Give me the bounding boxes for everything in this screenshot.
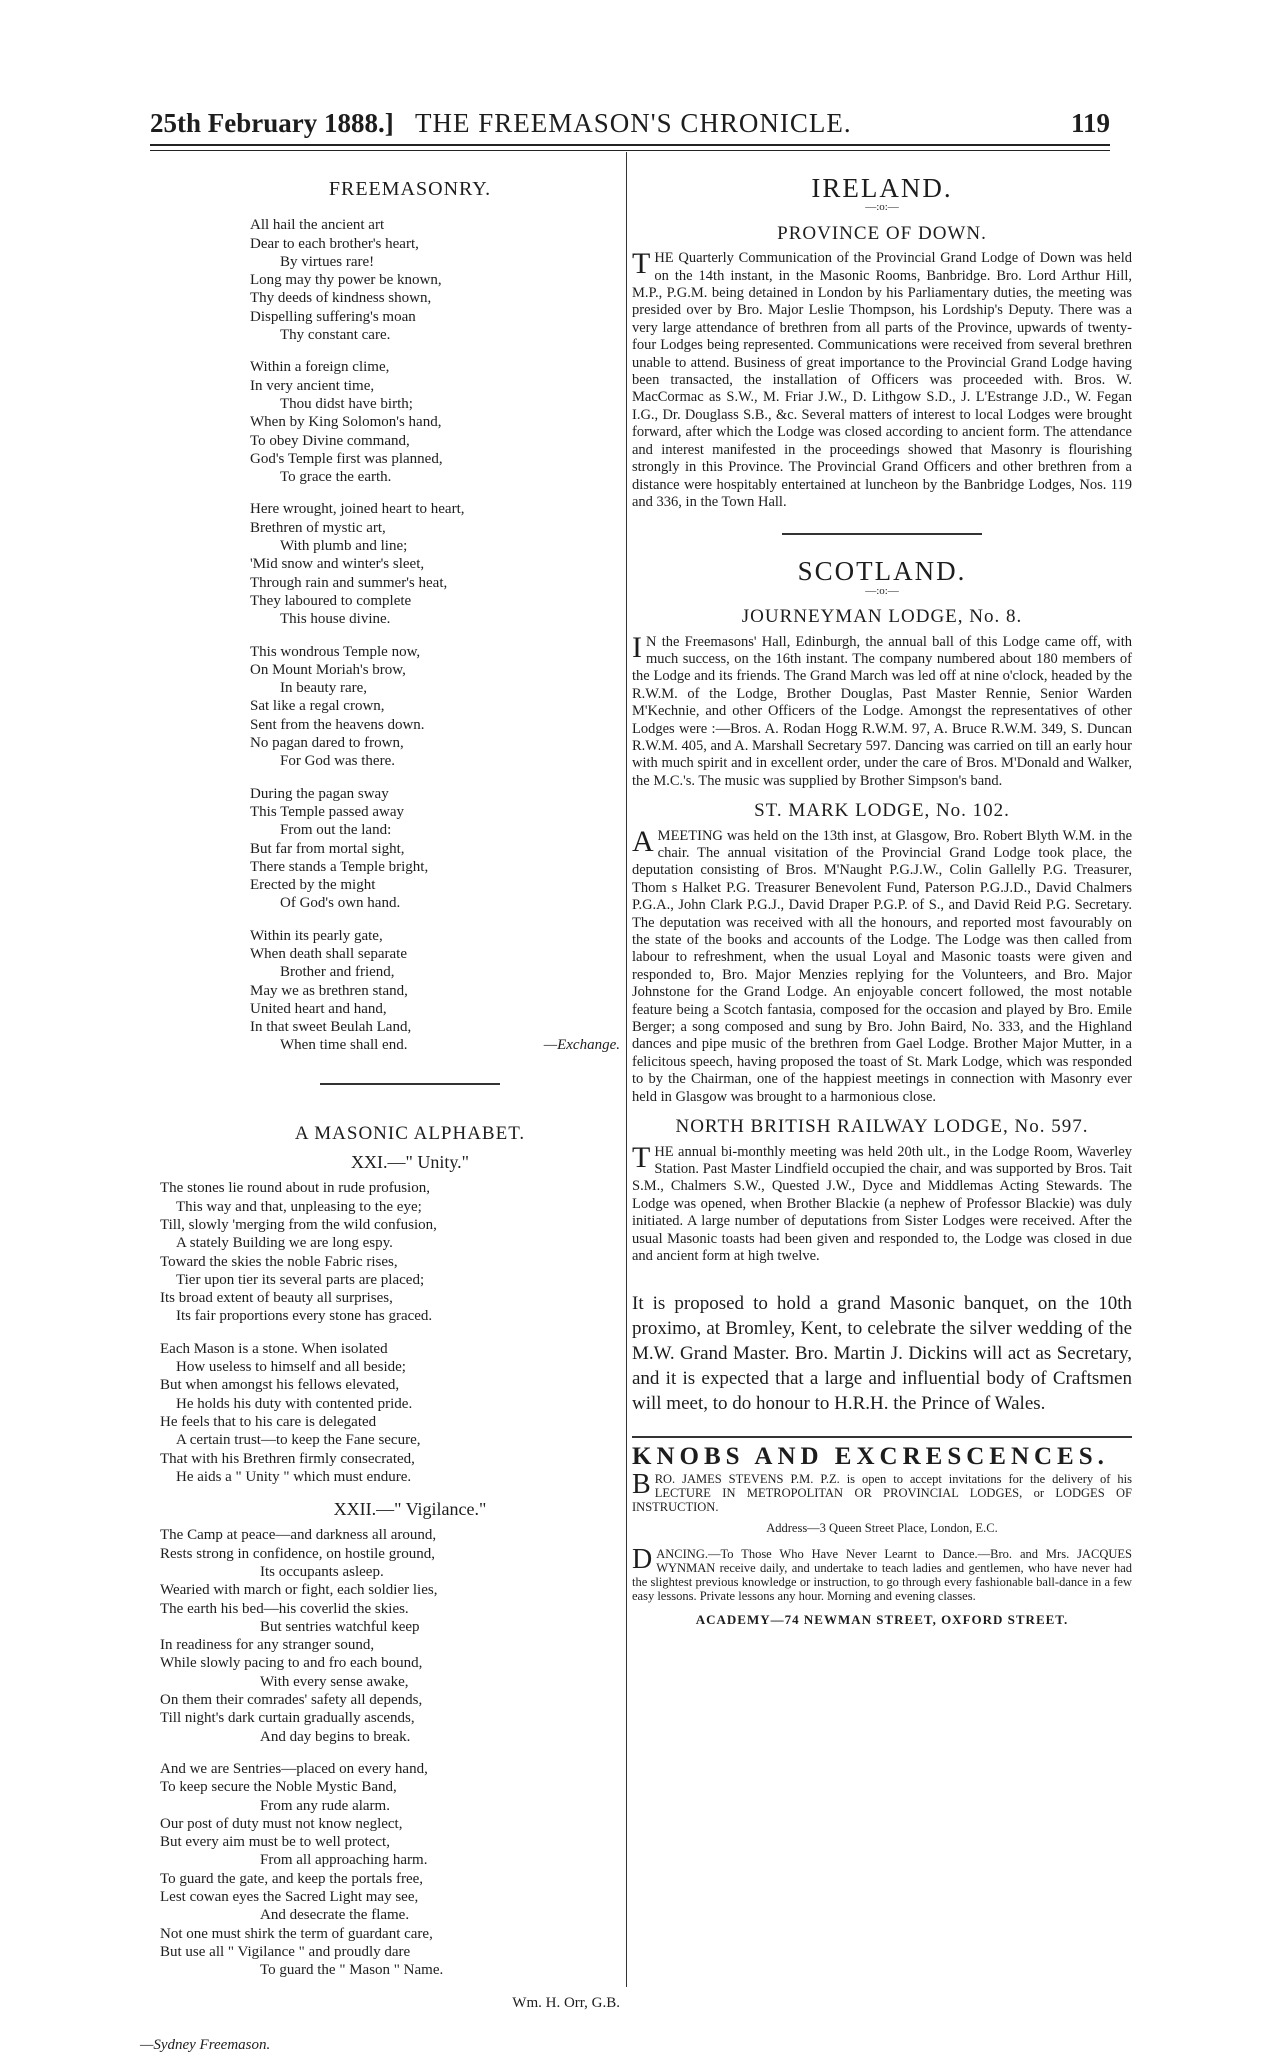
header-rule-thin (150, 150, 1110, 151)
north-british-railway-lodge-body: THE annual bi-monthly meeting was held 20th ult., in the Lodge Room, Waverley Station. Past Master Lindfield occupied the chair, and was supported by Bros. Tait S.M., Chalmers S.W., Quested J.W., Dyce and Middlemas Acting Stewards. The Lodge was opened, when Brother Blackie (a nephew of Professor Blackie) was duly initiated. A large number of deputations from Sister Lodges were received. After the usual Masonic toasts had been given and responded to, the Lodge was closed in due and ancient form at high twelve. (632, 1140, 1132, 1264)
verse-line: With every sense awake, (260, 1673, 409, 1690)
poem-line: Sent from the heavens down. (250, 716, 425, 733)
poem-line: Thy deeds of kindness shown, (250, 290, 432, 307)
verse-line: To keep secure the Noble Mystic Band, (160, 1779, 397, 1796)
poem-line: Long may thy power be known, (250, 272, 442, 289)
verse-line: How useless to himself and all beside; (176, 1359, 406, 1376)
journeyman-lodge-title: JOURNEYMAN LODGE, No. 8. (741, 606, 1023, 628)
poem-stanza (250, 927, 620, 1037)
verse-line: Each Mason is a stone. When isolated (160, 1340, 388, 1357)
poem-line: With plumb and line; (280, 538, 408, 555)
verse-line: In readiness for any stranger sound, (160, 1637, 375, 1654)
alphabet-part2-body (160, 1526, 620, 1979)
poem-stanza (250, 500, 620, 628)
poem-line: This house divine. (280, 611, 391, 628)
verse-line: Its occupants asleep. (260, 1564, 384, 1580)
ireland-separator: —:o:— (865, 201, 899, 214)
alphabet-signature: Wm. H. Orr, G.B. (512, 1994, 620, 2011)
verse-line: Tier upon tier its several parts are placed; (176, 1271, 425, 1288)
poem-line: To obey Divine command, (250, 432, 410, 449)
page-header (150, 108, 1110, 144)
poem-line: This wondrous Temple now, (250, 643, 421, 660)
alphabet-part2-title: XXII.—" Vigilance." (333, 1499, 487, 1520)
masthead-title: THE FREEMASON'S CHRONICLE. (415, 108, 852, 138)
poem-line: 'Mid snow and winter's sleet, (250, 556, 425, 573)
verse-line: Rests strong in confidence, on hostile ground, (160, 1545, 435, 1562)
verse-line: Wearied with march or fight, each soldier lies, (160, 1582, 438, 1599)
province-of-down-body: THE Quarterly Communication of the Provincial Grand Lodge of Down was held on the 14th instant, in the Masonic Rooms, Banbridge. Bro. Lord Arthur Hill, M.P., P.G.M. being detained in London by his Parliamentary duties, the meeting was presided over by Bro. Major Leslie Thompson, his Lordship's Deputy. There was a very large attendance of brethren from all parts of the Province, upwards of twenty-four Lodges being represented. Communications were received from several brethren unable to attend. Business of great importance to the Provincial Grand Lodge having been transacted, the installation of Officers was proceeded with. Bros. W. MacCormac as S.W., M. Friar J.W., D. Lithgow S.D., J. L'Estrange J.D., W. Fegan I.G., Dr. Douglass S.B., &c. Several matters of interest to local Lodges were brought forward, after which the Lodge was closed according to ancient form. The attendance and interest manifested in the proceedings showed that Masonry is flourishing strongly in this Province. The Provincial Grand Officers and other brethren from a distance were hospitably entertained at luncheon by the Banbridge Lodges, Nos. 119 and 336, in the Town Hall. (632, 247, 1132, 510)
poem-last-line: When time shall end. (280, 1037, 408, 1054)
alphabet-verse (160, 1179, 620, 1325)
dancing-ad: DANCING.—To Those Who Have Never Learnt to Dance.—Bro. and Mrs. JACQUES WYNMAN receive daily, and undertake to teach ladies and gentlemen, who have never had the slightest previous knowledge or instruction, to go through every fashionable ball-dance in a few easy lessons. Private lessons any hour. Morning and evening classes. (632, 1544, 1132, 1604)
verse-line: A stately Building we are long espy. (176, 1235, 393, 1252)
poem-title: FREEMASONRY. (328, 178, 492, 200)
poem-credit: —Exchange. (543, 1037, 620, 1054)
verse-line: And we are Sentries—placed on every hand, (160, 1760, 428, 1777)
poem-line: Thy constant care. (280, 327, 391, 344)
section-rule (320, 1083, 500, 1085)
poem-line: Within a foreign clime, (250, 359, 390, 376)
alphabet-title: A MASONIC ALPHABET. (294, 1122, 526, 1144)
verse-line: And day begins to break. (260, 1728, 411, 1745)
ireland-heading: IRELAND. (811, 173, 953, 203)
academy-address: ACADEMY—74 NEWMAN STREET, OXFORD STREET. (695, 1612, 1069, 1628)
verse-line: He aids a " Unity " which must endure. (176, 1468, 412, 1485)
poem-closing (250, 1036, 620, 1054)
poem-line: By virtues rare! (280, 253, 375, 270)
verse-line: From any rude alarm. (260, 1797, 390, 1814)
verse-line: And desecrate the flame. (260, 1907, 410, 1924)
verse-line: But use all " Vigilance " and proudly dare (160, 1943, 411, 1960)
poem-line: On Mount Moriah's brow, (250, 661, 406, 678)
verse-line: Lest cowan eyes the Sacred Light may see, (160, 1889, 419, 1906)
scotland-separator: —:o:— (865, 584, 899, 597)
poem-line: This Temple passed away (250, 803, 405, 820)
verse-line: The stones lie round about in rude profusion, (160, 1180, 430, 1197)
poem-line: During the pagan sway (250, 785, 389, 802)
poem-line: In beauty rare, (280, 680, 368, 697)
poem-line: When by King Solomon's hand, (250, 414, 442, 431)
page-number: 119 (1070, 108, 1110, 138)
verse-line: The Camp at peace—and darkness all around, (160, 1527, 437, 1544)
journeyman-lodge-body: IN the Freemasons' Hall, Edinburgh, the annual ball of this Lodge came off, with much success, on the 16th instant. The company numbered about 180 members of the Lodge and its friends. The Grand March was led off at nine o'clock, headed by the R.W.M. of the Lodge, Brother Douglas, Past Master Rennie, Senior Warden M'Kechnie, and other Officers of the Lodge. Amongst the representatives of other Lodges were :—Bros. A. Rodan Hogg R.W.M. 97, A. Bruce R.W.M. 349, S. Duncan R.W.M. 405, and A. Marshall Secretary 597. Dancing was carried on till an early hour with much spirit and in excellent order, under the care of Bros. M'Donald and Walker, the M.C.'s. The music was supplied by Brother Simpson's band. (632, 630, 1132, 789)
stevens-address: Address—3 Queen Street Place, London, E.C. (766, 1520, 998, 1535)
alphabet-part1-body (160, 1179, 620, 1486)
knobs-title: KNOBS AND EXCRESCENCES. (632, 1443, 1109, 1471)
right-column (632, 173, 1132, 1629)
poem-line: Through rain and summer's heat, (250, 574, 448, 591)
poem-line: Of God's own hand. (280, 895, 401, 912)
poem-line: Within its pearly gate, (250, 927, 383, 944)
alphabet-verse (160, 1760, 620, 1980)
verse-line: But sentries watchful keep (260, 1618, 420, 1635)
poem-line: All hail the ancient art (250, 217, 385, 234)
banquet-notice: It is proposed to hold a grand Masonic banquet, on the 10th proximo, at Bromley, Kent, to celebrate the silver wedding of the M.W. Grand Master. Bro. Martin J. Dickins will act as Secretary, and it is expected that a large and influential body of Craftsmen will meet, to do honour to H.R.H. the Prince of Wales. (632, 1293, 1132, 1415)
verse-line: On them their comrades' safety all depends, (160, 1692, 423, 1709)
verse-line: Its fair proportions every stone has graced. (176, 1308, 433, 1325)
poem-line: God's Temple first was planned, (250, 450, 443, 467)
verse-line: Our post of duty must not know neglect, (160, 1815, 403, 1832)
column-divider (626, 152, 627, 1987)
poem-line: When death shall separate (250, 945, 408, 962)
north-british-railway-lodge-title: NORTH BRITISH RAILWAY LODGE, No. 597. (675, 1116, 1089, 1138)
poem-line: Brethren of mystic art, (250, 519, 386, 536)
verse-line: He feels that to his care is delegated (160, 1413, 377, 1430)
poem-line: From out the land: (280, 822, 392, 839)
verse-line: Till, slowly 'merging from the wild confusion, (160, 1216, 437, 1233)
poem-line: Dear to each brother's heart, (250, 235, 419, 252)
alphabet-part1-title: XXI.—" Unity." (350, 1152, 470, 1173)
poem-line: They laboured to complete (250, 592, 412, 609)
poem-line: Thou didst have birth; (280, 395, 413, 412)
poem-line: Erected by the might (250, 877, 376, 894)
poem-stanza (250, 358, 620, 486)
poem-credit-row (250, 1036, 620, 1054)
poem-line: There stands a Temple bright, (250, 858, 429, 875)
poem-line: But far from mortal sight, (250, 840, 405, 857)
st-mark-lodge-body: AMEETING was held on the 13th inst, at Glasgow, Bro. Robert Blyth W.M. in the chair. The annual visitation of the Provincial Grand Lodge took place, the deputation consisting of Bros. M'Naught P.G.J.W., Colin Gallelly P.G. Treasurer, Thom s Halket P.G. Treasurer Benevolent Fund, Paterson P.G.J.D., David Chalmers P.G.A., John Clark P.G.J., David Draper P.G.P. of S., and David Reid P.G. Secretary. The deputation was received with all the honours, and reported most favourably on the state of the books and accounts of the Lodge. The Lodge was then called from labour to refreshment, when the usual Loyal and Masonic toasts were given and responded to, Bro. Major Menzies replying for the Volunteers, and Bro. Major Johnstone for the Grand Lodge. An enjoyable concert followed, the most notable feature being a Scotch fantasia, composed for the occasion and played by Bro. Emile Berger; a song composed and sung by Bro. John Baird, No. 333, and the Highland dances and pipe music of the brethren from Gael Lodge. Brother Major Mutter, in a felicitous speech, having proposed the toast of St. Mark Lodge, which was responded to by the Chairman, one of the happiest meetings in connection with Masonry ever held in Glasgow was brought to a harmonious close. (632, 824, 1132, 1105)
verse-line: Its broad extent of beauty all surprises, (160, 1290, 393, 1307)
verse-line: Not one must shirk the term of guardant care, (160, 1925, 433, 1942)
header-rule (150, 144, 1110, 146)
alphabet-verse (160, 1340, 620, 1486)
poem-line: May we as brethren stand, (250, 982, 408, 999)
poem-stanza (250, 643, 620, 771)
issue-date: 25th February 1888.] (150, 108, 394, 138)
verse-line: While slowly pacing to and fro each bound, (160, 1655, 423, 1672)
verse-line: To guard the gate, and keep the portals free, (160, 1870, 424, 1887)
poem-line: In very ancient time, (250, 377, 375, 394)
verse-line: He holds his duty with contented pride. (176, 1395, 413, 1412)
stevens-lecture-ad: BRO. JAMES STEVENS P.M. P.Z. is open to accept invitations for the delivery of his LECTURE IN METROPOLITAN OR PROVINCIAL LODGES, or LODGES OF INSTRUCTION. (632, 1468, 1132, 1514)
verse-line: Toward the skies the noble Fabric rises, (160, 1253, 398, 1270)
poem-body (200, 216, 620, 1036)
poem-line: United heart and hand, (250, 1000, 387, 1017)
st-mark-lodge-title: ST. MARK LODGE, No. 102. (754, 800, 1010, 822)
poem-line: Brother and friend, (280, 964, 395, 981)
section-rule (782, 533, 982, 535)
scotland-heading: SCOTLAND. (797, 556, 967, 587)
verse-line: From all approaching harm. (260, 1852, 428, 1869)
verse-line: But every aim must be to well protect, (160, 1834, 390, 1851)
poem-stanza (250, 785, 620, 913)
poem-line: For God was there. (280, 753, 395, 770)
left-column (140, 178, 620, 2054)
province-of-down-title: PROVINCE OF DOWN. (777, 222, 987, 244)
section-rule (632, 1436, 1132, 1438)
poem-line: No pagan dared to frown, (250, 735, 404, 752)
poem-line: Dispelling suffering's moan (250, 308, 416, 325)
verse-line: The earth his bed—his coverlid the skies. (160, 1600, 409, 1617)
verse-line: A certain trust—to keep the Fane secure, (176, 1432, 421, 1449)
verse-line: That with his Brethren firmly consecrated, (160, 1450, 415, 1467)
alphabet-verse (160, 1526, 620, 1746)
poem-line: Here wrought, joined heart to heart, (250, 501, 465, 518)
alphabet-source: —Sydney Freemason. (140, 2036, 271, 2053)
poem-stanza (250, 216, 620, 344)
poem-line: Sat like a regal crown, (250, 698, 385, 715)
verse-line: Till night's dark curtain gradually ascends, (160, 1710, 415, 1727)
poem-line: In that sweet Beulah Land, (250, 1019, 412, 1036)
verse-line: But when amongst his fellows elevated, (160, 1377, 400, 1394)
verse-line: To guard the " Mason " Name. (260, 1962, 444, 1979)
poem-line: To grace the earth. (280, 469, 392, 486)
verse-line: This way and that, unpleasing to the eye; (176, 1198, 422, 1215)
